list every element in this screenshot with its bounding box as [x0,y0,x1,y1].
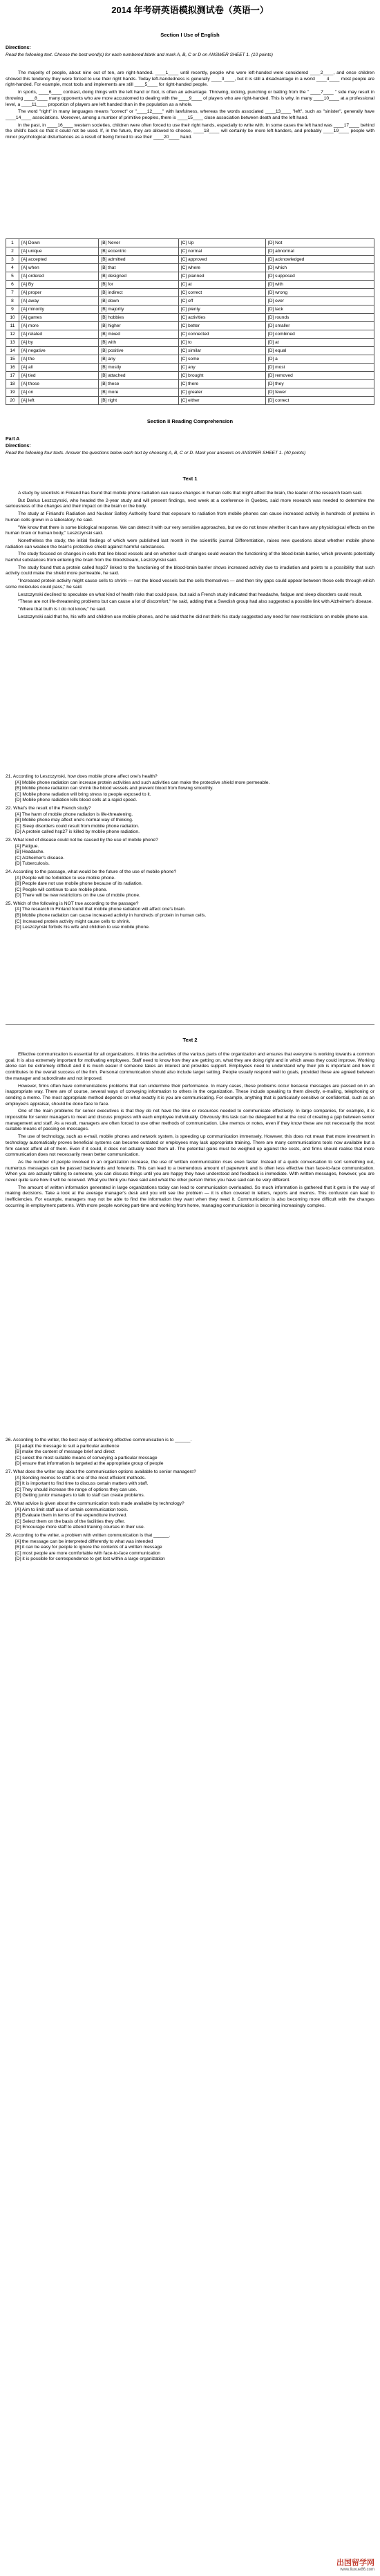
options-row [6,347,374,355]
question-stem: 29. According to the writer, a problem with written communication is that ______. [6,1532,171,1538]
answer-option: [A] the message can be interpreted differently to what was intended [15,1539,153,1544]
option-cell: [B] Never [99,239,178,247]
text-2-paragraph: Effective communication is essential for all organizations. It links the activities of the various parts of the organization and ensures that everyone is working towards a common goal. It is also extremely important for motivating employees. Staff need to know how they are getting on, what they are doing right and in which areas they could improve. Working alone can be extremely difficult and it is much easier if someone takes an interest and provides support. Employees need to understand why their job is important and how it contributes to the overall success of the firm. Personal communication should also include target setting. People usually respond well to goals, provided these are agreed between the manager and subordinate and not imposed. [6,1052,374,1081]
text-1-paragraph: "Where that truth is I do not know," he said. [18,606,106,612]
text-1-paragraph: But Darius Leszczynski, who headed the 2-year study and will present findings, next week at a conference in Quebec, said more research was needed to determine the seriousness of the changes and their impact on the brain or the body. [6,498,374,509]
text-2-paragraph: One of the main problems for senior executives is that they do not have the time or resources needed to communicate effectively. In large companies, for example, it is impossible for senior managers to meet and discuss progress with each employee individually. Obviously this task can be delegated but at the cost of creating a gap between senior management and staff. As a result, managers are often forced to use other methods of communication. Like memos or notes, even if they know these are not necessarily the most suitable means of passing on messages. [6,1109,374,1132]
answer-option: [B] Mobile phone radiation can cause increased activity in hundreds of protein in human cells. [15,913,207,919]
option-cell: [B] more [99,388,178,397]
answer-option: [A] People will be forbidden to use mobile phone. [15,875,115,881]
answer-option: [D] Mobile phone radiation kills blood cells at a rapid speed. [15,798,137,803]
option-cell: [D] with [265,281,374,289]
options-row [6,305,374,314]
options-row [6,339,374,347]
option-cell: [A] Down [19,239,99,247]
option-cell: [D] supposed [265,272,374,281]
text-1-heading: Text 1 [182,476,198,482]
option-cell: [C] there [178,380,265,388]
option-cell: [D] acknowledged [265,256,374,264]
answer-option: [B] Evaluate them in terms of the expenditure involved. [15,1513,128,1519]
option-cell: [C] either [178,397,265,405]
option-cell: [D] rounds [265,314,374,322]
question-stem: 25. Which of the following is NOT true according to the passage? [6,901,139,906]
option-cell: [A] more [19,322,99,330]
options-row [6,289,374,297]
answer-option: [C] most people are more comfortable with face-to-face communication [15,1550,161,1556]
answer-option: [A] Sending memos to staff is one of the most efficient methods. [15,1475,146,1480]
option-cell: [D] removed [265,372,374,380]
answer-option: [D] Getting junior managers to talk to staff can create problems. [15,1493,145,1498]
section-2-heading: Section II Reading Comprehension [146,418,234,424]
option-cell: [D] equal [265,347,374,355]
option-cell: [B] right [99,397,178,405]
options-row [6,297,374,305]
section-2-directions-label: Directions: [6,444,31,449]
options-row [6,256,374,264]
text-2-questions [6,1438,374,1565]
question-number: 16 [6,364,19,372]
option-cell: [C] approved [178,256,265,264]
option-cell: [D] combined [265,330,374,339]
answer-option: [C] Sleep disorders could result from mobile phone radiation. [15,823,140,829]
answer-option: [B] People dare not use mobile phone because of its radiation. [15,881,143,887]
option-cell: [B] mixed [99,330,178,339]
question-number: 3 [6,256,19,264]
options-row [6,281,374,289]
option-cell: [A] those [19,380,99,388]
text-1-paragraph: The study at Finland's Radiation and Nuclear Safety Authority found that exposure to radiation from mobile phones can cause increased activity in hundreds of proteins in human cells grown in a laboratory, he said. [6,511,374,523]
option-cell: [A] games [19,314,99,322]
cloze-paragraph: The majority of people, about nine out of ten, are right-handed. ____1____ until recently, people who were left-handed were considered ____2____, and once children showed this tendency they were forced to use their right hands. Today left-handedness is generally ____3____, but it is still a disadvantage in a world ____4____ most people are right-handed. For example, most tools and implements are still ____5____ for right-handed people. [6,70,374,88]
question-number: 4 [6,264,19,272]
watermark-url: www.liuxue86.com [340,2568,374,2572]
option-cell: [B] hobbies [99,314,178,322]
option-cell: [D] Not [265,239,374,247]
option-cell: [B] indirect [99,289,178,297]
question [6,901,374,931]
option-cell: [C] off [178,297,265,305]
option-cell: [B] mostly [99,364,178,372]
text-1-passage [6,491,374,621]
question-number: 18 [6,380,19,388]
question-number: 17 [6,372,19,380]
section-1-instructions: Read the following text. Choose the best word(s) for each numbered blank and mark A, B, C or D on ANSWER SHEET 1. (10 points) [6,53,273,57]
option-cell: [A] the [19,355,99,364]
option-cell: [A] unique [19,247,99,256]
option-cell: [A] left [19,397,99,405]
option-cell: [A] ordered [19,272,99,281]
option-cell: [C] greater [178,388,265,397]
options-row [6,364,374,372]
question [6,869,374,899]
option-cell: [C] Up [178,239,265,247]
option-cell: [A] on [19,388,99,397]
option-cell: [A] minority [19,305,99,314]
options-row [6,380,374,388]
option-cell: [A] by [19,339,99,347]
option-cell: [B] with [99,339,178,347]
answer-option: [A] adapt the message to suit a particular audience [15,1443,120,1449]
option-cell: [D] lack [265,305,374,314]
answer-option: [D] it is possible for correspondence to get lost within a large organization [15,1557,165,1562]
options-row [6,247,374,256]
option-cell: [D] fewer [265,388,374,397]
answer-option: [D] There will be new restrictions on the use of mobile phone. [15,893,140,899]
options-row [6,239,374,247]
option-cell: [B] higher [99,322,178,330]
question [6,1469,374,1499]
option-cell: [D] at [265,339,374,347]
option-cell: [B] designed [99,272,178,281]
option-cell: [C] similar [178,347,265,355]
text-2-paragraph: The amount of written information generated in large organizations today can lead to communication overloaded. So much information is gathered that it gets in the way of making decisions. Take a look at the average manager's desk and you will see the problem — it is often covered in letters, reports and memos. This confusion can lead to inefficiencies. For example, managers may not be able to find the information they want when they need it. Communication is also becoming more difficult with the changes occurring in employment patterns. With more people working part-time and working from home, managing communication is becoming increasingly complex. [6,1185,374,1208]
text-2-paragraph: As the number of people involved in an organization increase, the use of written communication rises even faster. Instead of a quick conversation to sort something out, numerous messages can be passed backwards and forwards. This can lead to a tremendous amount of paperwork and is often less effective than face-to-face communication. When you are actually talking to someone, you can discuss things until you are happy they have understood and feedback is immediate. With written messages, however, you are never quite sure how it will be received. What you think you have said and what the other person thinks you have said can be very different. [6,1159,374,1183]
answer-option: [A] Mobile phone radiation can increase protein activities and such activities can make the protective shield more permeable. [15,780,270,785]
options-row [6,355,374,364]
question [6,1533,374,1563]
answer-option: [B] It is important to find time to discuss certain matters with staff. [15,1481,149,1487]
options-row [6,388,374,397]
option-cell: [C] normal [178,247,265,256]
option-cell: [A] negative [19,347,99,355]
answer-option: [D] Encourage more staff to attend training courses in their use. [15,1525,145,1530]
exam-title: 2014 年考研英语模拟测试卷（英语一） [111,5,269,15]
question-number: 10 [6,314,19,322]
question [6,1438,374,1467]
option-cell: [D] abnormal [265,247,374,256]
options-row [6,397,374,405]
answer-option: [C] Select them on the basis of the facilities they offer. [15,1519,125,1524]
question-number: 12 [6,330,19,339]
watermark-brand: 出国留学网 [336,2559,374,2567]
option-cell: [C] planned [178,272,265,281]
text-1-paragraph: "We know that there is some biological response. We can detect it with our very sensitive approaches, but we do not know whether it can have any physiological effects on the human brain or human body," Leszczynski said. [6,525,374,536]
question-stem: 28. What advice is given about the communication tools made available by technology? [6,1501,184,1506]
option-cell: [B] majority [99,305,178,314]
option-cell: [C] plenty [178,305,265,314]
option-cell: [C] better [178,322,265,330]
option-cell: [A] accepted [19,256,99,264]
question-number: 7 [6,289,19,297]
cloze-paragraph: The word "right" in many languages means "correct" or "____12____" with lawfulness, whereas the words associated ____13____ "left", such as "sinister", generally have ____14____ associations. Moreover, among a number of primitive peoples, there is ____15____ close association between death and the left hand. [6,109,374,120]
part-a-label: Part A [6,437,20,442]
text-2-paragraph: However, firms often have communications problems that can undermine their performance. In many cases, these problems occur because messages are passed on in an inappropriate way. There are of course, several ways of conveying information to others in the organization. These include speaking to them directly, e-mailing, telephoning or sending a memo. The most appropriate method depends on what exactly it is you are communicating. For example, anything that is particularly sensitive or confidential, such as an employee's appraisal, should be done face to face. [6,1083,374,1107]
option-cell: [A] tied [19,372,99,380]
text-2-heading: Text 2 [182,1037,198,1043]
question [6,774,374,804]
options-row [6,330,374,339]
options-row [6,372,374,380]
option-cell: [D] most [265,364,374,372]
question-stem: 24. According to the passage, what would be the future of the use of mobile phone? [6,869,177,874]
option-cell: [C] to [178,339,265,347]
option-cell: [C] at [178,281,265,289]
option-cell: [A] By [19,281,99,289]
question [6,1501,374,1531]
question-stem: 21. According to Leszczynski, how does mobile phone affect one's health? [6,774,158,779]
divider [6,1024,374,1025]
options-row [6,314,374,322]
cloze-passage [6,70,374,142]
text-1-paragraph: Leszczynski said that he, his wife and children use mobile phones, and he said that he did not think his study suggested any need for new restrictions on mobile phone use. [18,614,369,619]
cloze-paragraph: In sports, ____6____ contrast, doing things with the left hand or foot, is often an advantage. Throwing, kicking, punching or batting from the " ____7____ " side may result in throwing ____8____ many opponents who are more accustomed to dealing with the ____9____ of players who are right-handed. This is why, in many ____10____ at a professional level, a ____11____ proportion of players are left handed than in the population as a whole. [6,90,374,107]
option-cell: [C] correct [178,289,265,297]
option-cell: [C] some [178,355,265,364]
section-1-heading: Section I Use of English [160,32,220,38]
text-1-questions [6,774,374,933]
option-cell: [C] where [178,264,265,272]
section-2-instructions: Read the following four texts. Answer the questions below each text by choosing A, B, C or D. Mark your answers on ANSWER SHEET 1. (40 points) [6,451,306,455]
options-row [6,264,374,272]
option-cell: [A] related [19,330,99,339]
option-cell: [D] correct [265,397,374,405]
question-number: 19 [6,388,19,397]
question-number: 6 [6,281,19,289]
answer-option: [D] Leszczynski forbids his wife and children to use mobile phone. [15,925,150,930]
option-cell: [A] when [19,264,99,272]
option-cell: [C] any [178,364,265,372]
answer-option: [D] A protein called hsp27 is killed by mobile phone radiation. [15,829,140,835]
answer-option: [D] ensure that information is targeted at the appropriate group of people [15,1461,164,1467]
option-cell: [B] admitted [99,256,178,264]
option-cell: [D] over [265,297,374,305]
text-1-paragraph: The study found that a protein called hsp27 linked to the functioning of the blood-brain barrier shows increased activity due to irradiation and points to a possibility that such activity could make the shield more permeable, he said. [6,565,374,576]
text-1-paragraph: "These are not life-threatening problems but can cause a lot of discomfort," he said, adding that a Swedish group had also suggested a possible link with Alzheimer's disease. [18,599,373,605]
options-row [6,322,374,330]
answer-option: [B] it can be easy for people to ignore the contents of a written message [15,1545,162,1550]
answer-option: [B] Mobile phone may affect one's normal way of thinking. [15,818,133,823]
answer-option: [B] Headache. [15,849,45,855]
text-1-paragraph: Nonetheless the study, the initial findings of which were published last month in the scientific journal Differentiation, raises new questions about whether mobile phone radiation can weaken the brain's protective shield against harmful substances. [6,538,374,549]
answer-option: [A] The harm of mobile phone radiation is life-threatening. [15,811,133,817]
answer-option: [A] Fatigue. [15,843,39,849]
question-number: 2 [6,247,19,256]
answer-option: [C] Mobile phone radiation will bring stress to people exposed to it. [15,791,151,797]
question-number: 20 [6,397,19,405]
option-cell: [B] attached [99,372,178,380]
answer-option: [C] Increased protein activity might cause cells to shrink. [15,919,131,924]
section-1-directions-label: Directions: [6,46,31,50]
answer-option: [D] Tuberculosis. [15,861,50,867]
option-cell: [D] they [265,380,374,388]
option-cell: [B] down [99,297,178,305]
answer-option: [A] The research in Finland found that mobile phone radiation will affect one's brain. [15,907,186,912]
option-cell: [D] wrong [265,289,374,297]
answer-option: [B] make the content of message brief and direct [15,1449,115,1455]
question-stem: 27. What does the writer say about the communication options available to senior managers? [6,1469,196,1474]
answer-option: [B] Mobile phone radiation can shrink the blood vessels and prevent blood from flowing smoothly. [15,786,213,791]
answer-option: [C] select the most suitable means of conveying a particular message [15,1455,158,1460]
option-cell: [A] all [19,364,99,372]
text-1-paragraph: A study by scientists in Finland has found that mobile phone radiation can cause changes in human cells that might affect the brain, the leader of the research team said. [18,491,363,496]
question-stem: 23. What kind of disease could not be caused by the use of mobile phone? [6,837,158,843]
text-1-paragraph: The study focused on changes in cells that line blood vessels and on whether such changes could weaken the functioning of the blood-brain barrier, which prevents potentially harmful substances from entering the brain from the bloodstream, Leszczynski said. [6,552,374,563]
text-1-paragraph: "Increased protein activity might cause cells to shrink — not the blood vessels but the cells themselves — and then tiny gaps could appear between those cells through which some molecules could pass," he said. [6,579,374,590]
option-cell: [B] for [99,281,178,289]
question-number: 15 [6,355,19,364]
question-number: 1 [6,239,19,247]
question-number: 14 [6,347,19,355]
question-stem: 26. According to the writer, the best way of achieving effective communication is to ______. [6,1438,192,1442]
option-cell: [B] any [99,355,178,364]
option-cell: [C] brought [178,372,265,380]
question [6,806,374,836]
option-cell: [D] smaller [265,322,374,330]
answer-option: [C] They should increase the range of options they can use. [15,1487,137,1492]
text-2-passage [6,1052,374,1211]
question [6,838,374,867]
option-cell: [A] proper [19,289,99,297]
answer-option: [C] People will continue to use mobile phone. [15,887,108,892]
text-2-paragraph: The use of technology, such as e-mail, mobile phones and network system, is speeding up communication immensely. However, this does not mean that more investment in technology automatically proves beneficial systems can become outdated or employees may lack appropriate training. There are many communications tools now available but a firm cannot afford all of them. Even if it could, it does not actually need them all. The potential gains must be weighed up against the costs, and firms should realise that more communication does not necessarily mean better communication. [6,1134,374,1158]
option-cell: [C] connected [178,330,265,339]
option-cell: [D] a [265,355,374,364]
cloze-paragraph: In the past, in ____16____ western societies, children were often forced to use their right hands, especially to write with. In some cases the left hand was ____17____ behind the child's back so that it could not be used. If, in the future, they are allowed to choose, ____18____ will certainly be more left-handers, and probably ____19____ people with minor psychological disturbances as a result of being forced to use their ____20____ hand. [6,122,374,140]
site-watermark [336,2557,374,2572]
option-cell: [A] away [19,297,99,305]
question-number: 9 [6,305,19,314]
options-row [6,272,374,281]
question-number: 13 [6,339,19,347]
question-number: 11 [6,322,19,330]
option-cell: [B] these [99,380,178,388]
text-1-paragraph: Leszczynski declined to speculate on what kind of health risks that could pose, but said a French study indicated that headache, fatigue and sleep disorders could result. [18,592,363,597]
option-cell: [C] activities [178,314,265,322]
cloze-options-table [6,238,374,405]
question-number: 5 [6,272,19,281]
question-number: 8 [6,297,19,305]
option-cell: [B] positive [99,347,178,355]
option-cell: [B] that [99,264,178,272]
option-cell: [B] eccentric [99,247,178,256]
question-stem: 22. What's the result of the French study? [6,805,91,811]
option-cell: [D] which [265,264,374,272]
answer-option: [A] Aim to limit staff use of certain communication tools. [15,1507,129,1512]
answer-option: [C] Alzheimer's disease. [15,855,65,861]
